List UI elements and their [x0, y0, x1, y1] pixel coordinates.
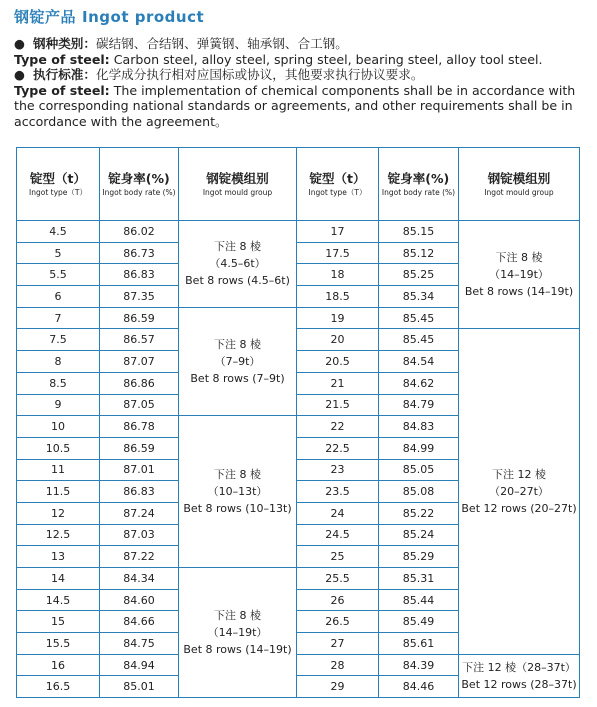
ingot-type-cell: 12.5 — [17, 524, 100, 546]
body-rate-cell: 87.03 — [100, 524, 179, 546]
ingot-type-cell: 23 — [297, 459, 379, 481]
ingot-type-cell: 25 — [297, 546, 379, 568]
ingot-type-cell: 18 — [297, 264, 379, 286]
title-cn: 钢锭产品 — [14, 8, 77, 26]
mould-group-left — [179, 416, 297, 568]
mould-group-line: （10–13t） — [207, 485, 268, 499]
ingot-type-cell: 5 — [17, 242, 100, 264]
ingot-type-cell: 26.5 — [297, 611, 379, 633]
body-rate-cell: 85.34 — [379, 286, 459, 308]
body-rate-cell: 86.83 — [100, 264, 179, 286]
ingot-type-cell: 6 — [17, 286, 100, 308]
body-rate-cell: 87.05 — [100, 394, 179, 416]
mould-group-line: （14–19t） — [489, 268, 549, 282]
ingot-type-cell: 11 — [17, 459, 100, 481]
header-body-rate-left: 锭身率(%) Ingot body rate (%) — [100, 148, 179, 221]
ingot-type-cell: 18.5 — [297, 286, 379, 308]
standard-en-label: Type of steel: — [14, 82, 110, 98]
body-rate-cell: 87.07 — [100, 351, 179, 373]
body-rate-cell: 84.34 — [100, 568, 179, 590]
mould-group-line: Bet 8 rows (7–9t) — [190, 371, 285, 385]
body-rate-cell: 85.05 — [379, 459, 459, 481]
mould-group-line: Bet 8 rows (14–19t) — [464, 285, 574, 299]
ingot-type-cell: 17 — [297, 221, 379, 243]
mould-group-line: Bet 8 rows (10–13t) — [183, 502, 292, 516]
body-rate-cell: 86.02 — [100, 221, 179, 243]
ingot-type-cell: 7 — [17, 307, 100, 329]
ingot-type-cell: 9 — [17, 394, 100, 416]
body-rate-cell: 87.35 — [100, 286, 179, 308]
header-ingot-type-right: 锭型（t） Ingot type（T） — [297, 148, 379, 221]
body-rate-cell: 86.83 — [100, 481, 179, 503]
body-rate-cell: 86.78 — [100, 416, 179, 438]
bullet-icon: ● — [14, 36, 25, 51]
ingot-type-cell: 15 — [17, 611, 100, 633]
body-rate-cell: 84.46 — [379, 676, 459, 698]
body-rate-cell: 85.31 — [379, 568, 459, 590]
body-rate-cell: 84.75 — [100, 633, 179, 655]
mould-group-line: （7–9t） — [214, 354, 261, 368]
mould-group-line: 下注 12 棱（28–37t） — [462, 660, 576, 674]
body-rate-cell: 86.73 — [100, 242, 179, 264]
table-row — [17, 221, 580, 243]
table-row — [17, 329, 580, 351]
standard-en — [14, 83, 586, 130]
steel-type-cn — [14, 36, 586, 52]
ingot-type-cell: 21 — [297, 372, 379, 394]
body-rate-cell: 85.49 — [379, 611, 459, 633]
header-mould-group-right: 钢锭模组别 Ingot mould group — [459, 148, 580, 221]
body-rate-cell: 85.29 — [379, 546, 459, 568]
mould-group-line: （4.5–6t） — [209, 257, 266, 271]
mould-group-left — [179, 568, 297, 698]
mould-group-line: 下注 8 棱 — [214, 609, 261, 623]
mould-group-line: 下注 8 棱 — [214, 240, 261, 254]
standard-en-text: The implementation of chemical components shall be in accordance with the corresponding national standards or agreements, and other requirements shall be in accordance with the agreement。 — [14, 82, 576, 129]
body-rate-cell: 87.01 — [100, 459, 179, 481]
mould-group-left — [179, 221, 297, 308]
ingot-type-cell: 16.5 — [17, 676, 100, 698]
body-rate-cell: 85.45 — [379, 329, 459, 351]
ingot-type-cell: 8.5 — [17, 372, 100, 394]
mould-group-line: （20–27t） — [489, 485, 549, 499]
body-rate-cell: 85.24 — [379, 524, 459, 546]
ingot-type-cell: 26 — [297, 589, 379, 611]
page-title — [14, 6, 204, 27]
standard-cn — [14, 67, 586, 83]
ingot-type-cell: 25.5 — [297, 568, 379, 590]
ingot-type-cell: 5.5 — [17, 264, 100, 286]
mould-group-line: （14–19t） — [207, 626, 268, 640]
body-rate-cell: 84.54 — [379, 351, 459, 373]
mould-group-right — [459, 329, 580, 654]
ingot-type-cell: 20.5 — [297, 351, 379, 373]
body-rate-cell: 84.39 — [379, 654, 459, 676]
ingot-type-cell: 24.5 — [297, 524, 379, 546]
ingot-type-cell: 19 — [297, 307, 379, 329]
steel-type-cn-label: 钢种类别： — [33, 36, 96, 51]
body-rate-cell: 84.94 — [100, 654, 179, 676]
body-rate-cell: 84.83 — [379, 416, 459, 438]
body-rate-cell: 86.59 — [100, 437, 179, 459]
body-rate-cell: 84.99 — [379, 437, 459, 459]
body-rate-cell: 84.60 — [100, 589, 179, 611]
body-rate-cell: 84.62 — [379, 372, 459, 394]
header-body-rate-right: 锭身率(%) Ingot body rate (%) — [379, 148, 459, 221]
mould-group-line: Bet 12 rows (28–37t) — [461, 677, 577, 691]
ingot-type-cell: 4.5 — [17, 221, 100, 243]
table-header-row — [17, 148, 580, 221]
ingot-type-cell: 20 — [297, 329, 379, 351]
steel-type-en-text: Carbon steel, alloy steel, spring steel, bearing steel, alloy tool steel. — [109, 51, 543, 67]
mould-group-left — [179, 307, 297, 415]
body-rate-cell: 87.24 — [100, 502, 179, 524]
ingot-type-cell: 10.5 — [17, 437, 100, 459]
mould-group-line: 下注 8 棱 — [214, 468, 261, 482]
ingot-type-cell: 10 — [17, 416, 100, 438]
mould-group-line: 下注 12 棱 — [492, 468, 546, 482]
body-rate-cell: 84.79 — [379, 394, 459, 416]
body-rate-cell: 85.45 — [379, 307, 459, 329]
ingot-type-cell: 8 — [17, 351, 100, 373]
ingot-type-cell: 16 — [17, 654, 100, 676]
ingot-type-cell: 21.5 — [297, 394, 379, 416]
mould-group-right — [459, 654, 580, 697]
mould-group-line: Bet 8 rows (14–19t) — [183, 643, 292, 657]
product-info — [14, 36, 586, 129]
ingot-type-cell: 14.5 — [17, 589, 100, 611]
ingot-type-cell: 22 — [297, 416, 379, 438]
steel-type-en — [14, 52, 586, 68]
ingot-type-cell: 17.5 — [297, 242, 379, 264]
ingot-type-cell: 22.5 — [297, 437, 379, 459]
header-ingot-type-left: 锭型（t） Ingot type（T） — [17, 148, 100, 221]
body-rate-cell: 85.22 — [379, 502, 459, 524]
standard-cn-label: 执行标准： — [33, 67, 96, 82]
mould-group-right — [459, 221, 580, 329]
body-rate-cell: 86.86 — [100, 372, 179, 394]
header-mould-group-left: 钢锭模组别 Ingot mould group — [179, 148, 297, 221]
body-rate-cell: 85.25 — [379, 264, 459, 286]
ingot-type-cell: 7.5 — [17, 329, 100, 351]
body-rate-cell: 86.57 — [100, 329, 179, 351]
mould-group-line: Bet 12 rows (20–27t) — [461, 502, 577, 516]
ingot-type-cell: 12 — [17, 502, 100, 524]
title-en: Ingot product — [82, 8, 205, 26]
mould-group-line: 下注 8 棱 — [495, 251, 543, 265]
body-rate-cell: 85.01 — [100, 676, 179, 698]
ingot-type-cell: 28 — [297, 654, 379, 676]
body-rate-cell: 85.61 — [379, 633, 459, 655]
body-rate-cell: 84.66 — [100, 611, 179, 633]
standard-cn-text: 化学成分执行相对应国标或协议，其他要求执行协议要求。 — [95, 67, 424, 82]
body-rate-cell: 86.59 — [100, 307, 179, 329]
mould-group-line: 下注 8 棱 — [214, 337, 261, 351]
steel-type-en-label: Type of steel: — [14, 51, 110, 67]
mould-group-line: Bet 8 rows (4.5–6t) — [185, 274, 290, 288]
body-rate-cell: 85.44 — [379, 589, 459, 611]
body-rate-cell: 85.15 — [379, 221, 459, 243]
ingot-type-cell: 23.5 — [297, 481, 379, 503]
bullet-icon: ● — [14, 67, 25, 82]
ingot-type-cell: 24 — [297, 502, 379, 524]
ingot-type-cell: 15.5 — [17, 633, 100, 655]
ingot-type-cell: 13 — [17, 546, 100, 568]
ingot-table-body — [17, 221, 580, 698]
table-row — [17, 654, 580, 676]
body-rate-cell: 85.08 — [379, 481, 459, 503]
ingot-type-cell: 14 — [17, 568, 100, 590]
body-rate-cell: 87.22 — [100, 546, 179, 568]
ingot-type-cell: 11.5 — [17, 481, 100, 503]
ingot-type-cell: 29 — [297, 676, 379, 698]
ingot-type-cell: 27 — [297, 633, 379, 655]
body-rate-cell: 85.12 — [379, 242, 459, 264]
steel-type-cn-text: 碳结钢、合结钢、弹簧钢、轴承钢、合工钢。 — [95, 36, 348, 51]
ingot-table — [16, 147, 580, 698]
